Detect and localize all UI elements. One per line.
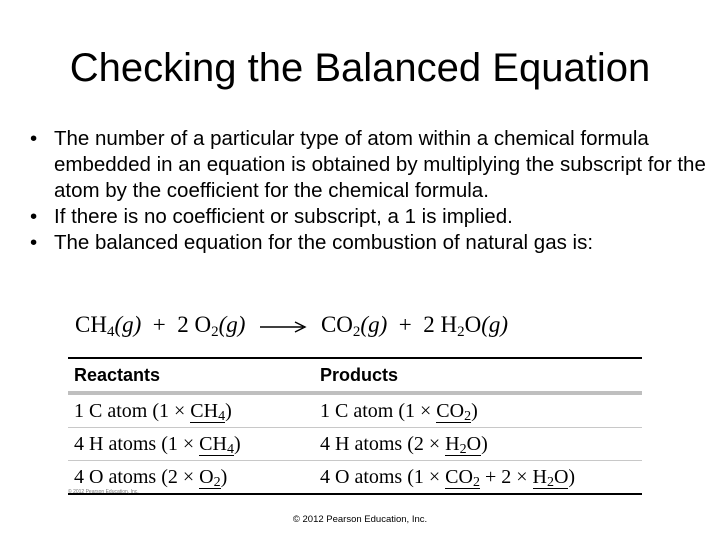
- bullet-text: The number of a particular type of atom within a chemical formula embedded in an equation is obtained by multiplying the subscript for the atom by the coefficient for the chemical formula.: [54, 127, 706, 202]
- product-cell: 4 H atoms $(2 \times H_2O)$: [320, 433, 488, 457]
- reactant-cell: 4 H atoms $(1 \times CH_4)$: [74, 433, 241, 457]
- plus-sign: +: [398, 312, 412, 337]
- products-header: Products: [320, 365, 399, 385]
- table-row: [68, 461, 642, 495]
- water-formula: 2 $H_2O(g)$: [423, 312, 509, 340]
- bullet-text: If there is no coefficient or subscript, a 1 is implied.: [54, 205, 513, 228]
- bullet-marker: •: [30, 231, 38, 254]
- plus-sign: +: [152, 312, 166, 337]
- copyright-notice: © 2012 Pearson Education, Inc.: [292, 514, 428, 525]
- oxygen-formula: 2 $O_2(g)$: [177, 312, 246, 340]
- reactant-cell: 1 C atom $(1 \times CH_4)$: [74, 400, 232, 424]
- product-cell: 4 O atoms $(1 \times CO_2 + 2 \times H_2O)$: [320, 466, 576, 490]
- bullet-marker: •: [30, 205, 38, 228]
- atom-count-table: [68, 357, 642, 495]
- bullet-text: The balanced equation for the combustion of natural gas is:: [54, 231, 594, 254]
- carbon-dioxide-formula: $CO_2(g)$: [320, 312, 388, 340]
- reactant-cell: 4 O atoms $(2 \times O_2)$: [74, 466, 228, 490]
- bullet-list: [30, 126, 716, 256]
- table-row: [68, 428, 642, 461]
- reactants-header: Reactants: [74, 365, 161, 385]
- product-cell: 1 C atom $(1 \times CO_2)$: [320, 400, 478, 424]
- reaction-arrow-icon: [259, 320, 307, 334]
- table-row: [68, 395, 642, 428]
- image-credit: © 2012 Pearson Education, Inc.: [68, 489, 139, 495]
- bullet-item: [30, 204, 716, 230]
- balanced-equation: [75, 308, 508, 342]
- methane-formula: $CH_4(g)$: [75, 312, 142, 340]
- slide-title: Checking the Balanced Equation: [69, 46, 651, 90]
- bullet-item: [30, 230, 716, 256]
- table-header: [68, 359, 642, 395]
- bullet-item: [30, 126, 716, 204]
- bullet-marker: •: [30, 127, 38, 150]
